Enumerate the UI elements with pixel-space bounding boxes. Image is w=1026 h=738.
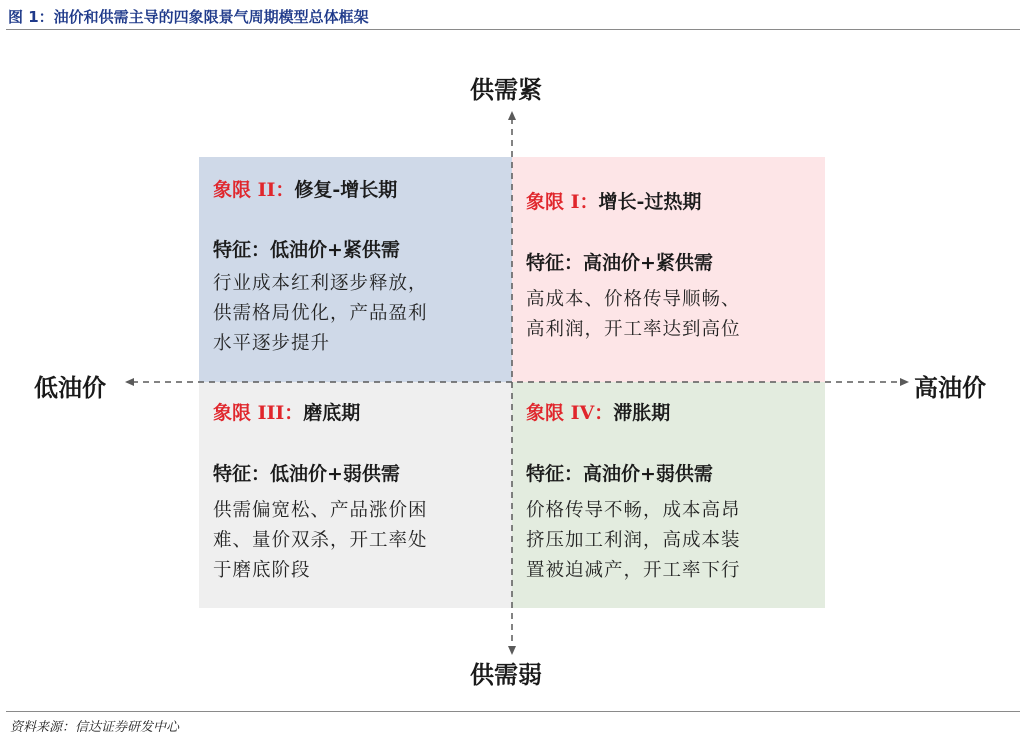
quadrant-2-desc-line: 行业成本红利逐步释放， xyxy=(213,273,428,294)
quadrant-3-desc-line: 难、量价双杀，开工率处 xyxy=(213,530,428,551)
quadrant-1-number: 象限 I： xyxy=(526,191,599,213)
quadrant-3-desc-line: 于磨底阶段 xyxy=(213,560,311,581)
axis-label-bottom: 供需弱 xyxy=(470,660,542,689)
quadrant-1-name: 增长-过热期 xyxy=(598,191,702,213)
quadrant-4-desc-line: 挤压加工利润，高成本装 xyxy=(526,530,741,551)
figure-title: 图 1：油价和供需主导的四象限景气周期模型总体框架 xyxy=(8,8,369,26)
quadrant-2-name: 修复-增长期 xyxy=(294,179,398,201)
quadrant-4-desc-line: 置被迫减产，开工率下行 xyxy=(526,560,741,581)
quadrant-4-name: 滞胀期 xyxy=(613,402,671,424)
quadrant-3-name: 磨底期 xyxy=(303,402,361,424)
axis-label-top: 供需紧 xyxy=(470,75,542,104)
quadrant-4-desc-line: 价格传导不畅，成本高昂 xyxy=(526,500,741,521)
quadrant-3-feature: 特征：低油价+弱供需 xyxy=(213,463,400,485)
quadrant-2-desc-line: 供需格局优化，产品盈利 xyxy=(213,303,428,324)
axis-label-left: 低油价 xyxy=(34,373,106,402)
arrow-right-icon xyxy=(900,378,909,386)
axis-label-right: 高油价 xyxy=(914,373,986,402)
quadrant-4-feature: 特征：高油价+弱供需 xyxy=(526,463,713,485)
quadrant-3-desc-line: 供需偏宽松、产品涨价困 xyxy=(213,500,428,521)
quadrant-3-number: 象限 III： xyxy=(213,402,304,424)
arrow-left-icon xyxy=(125,378,134,386)
quadrant-1-feature: 特征：高油价+紧供需 xyxy=(526,252,713,274)
quadrant-1-desc-line: 高利润，开工率达到高位 xyxy=(526,319,741,340)
quadrant-2-desc-line: 水平逐步提升 xyxy=(213,333,331,354)
quadrant-2-feature: 特征：低油价+紧供需 xyxy=(213,239,400,261)
arrow-down-icon xyxy=(508,646,516,655)
quadrant-1-desc-line: 高成本、价格传导顺畅、 xyxy=(526,289,741,310)
quadrant-2-number: 象限 II： xyxy=(213,179,295,201)
arrow-up-icon xyxy=(508,111,516,120)
bottom-rule xyxy=(6,711,1020,712)
quadrant-4-number: 象限 IV： xyxy=(526,402,614,424)
source-note: 资料来源：信达证券研发中心 xyxy=(10,720,180,735)
